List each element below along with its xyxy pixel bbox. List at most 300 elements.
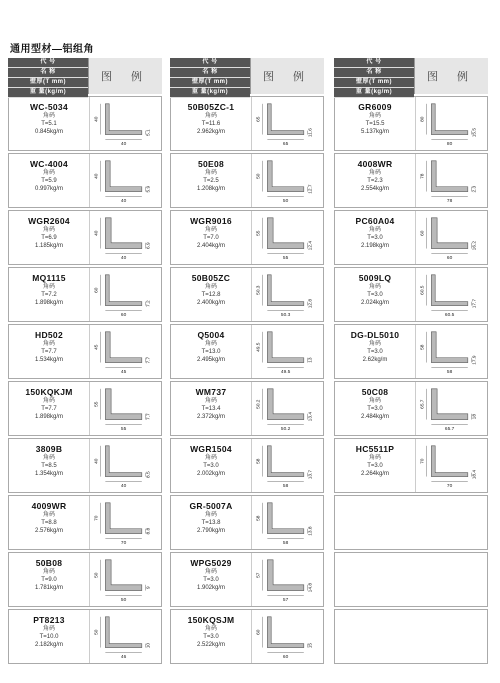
- corner-profile-svg: [416, 154, 487, 207]
- product-thickness: T=3.0: [367, 235, 383, 241]
- product-code: WGR2604: [28, 216, 70, 226]
- empty-cell: [334, 552, 488, 607]
- product-code: WC-4004: [29, 159, 68, 169]
- product-code: WPG5029: [190, 558, 232, 568]
- profile-drawing: [89, 97, 161, 150]
- product-thickness: T=6.9: [41, 235, 57, 241]
- dimension-width: 55: [120, 427, 127, 433]
- profile-drawing: [251, 154, 323, 207]
- product-name: 角码: [42, 569, 55, 575]
- dimension-height: 50: [94, 629, 100, 635]
- product-weight: 2.962kg/m: [196, 129, 226, 135]
- product-name: 角码: [368, 398, 381, 404]
- profile-shape: [267, 617, 303, 648]
- dimension-width: 50: [120, 598, 127, 604]
- dimension-width: 50.3: [280, 313, 291, 319]
- dimension-width: 40: [120, 256, 127, 262]
- corner-profile-svg: [416, 439, 487, 492]
- header-weight: 重 量(kg/m): [170, 88, 250, 98]
- dimension-height: 40: [94, 230, 100, 236]
- product-name: 角码: [204, 569, 217, 575]
- profile-shape: [267, 104, 303, 135]
- dimension-thickness: 17.7: [472, 298, 478, 309]
- dimension-height: 55: [94, 401, 100, 407]
- profile-shape: [105, 275, 141, 306]
- dimension-thickness: 8.8: [146, 527, 152, 535]
- profile-shape: [105, 104, 141, 135]
- dimension-thickness: 12.7: [308, 184, 314, 194]
- dimension-height: 58: [256, 458, 262, 464]
- product-code: 4008WR: [357, 159, 393, 169]
- product-name: 角码: [204, 227, 217, 233]
- product-name: 角码: [204, 455, 217, 461]
- product-weight: 2.522kg/m: [196, 642, 226, 648]
- product-cell: [170, 267, 324, 322]
- product-weight: 2.495kg/m: [196, 357, 226, 363]
- product-weight: 2.024kg/m: [360, 300, 390, 306]
- header-code: 代 号: [8, 58, 88, 68]
- product-cell: [334, 267, 488, 322]
- product-weight: 2.264kg/m: [360, 471, 390, 477]
- product-weight: 1.902kg/m: [196, 585, 226, 591]
- corner-profile-svg: [252, 496, 323, 549]
- product-name: 角码: [204, 284, 217, 290]
- product-code: WM737: [195, 387, 227, 397]
- profile-shape: [105, 161, 141, 192]
- product-weight: 2.372kg/m: [196, 414, 226, 420]
- dimension-width: 57: [282, 598, 289, 604]
- profile-drawing: [89, 154, 161, 207]
- corner-profile-svg: [252, 439, 323, 492]
- product-cell: [334, 153, 488, 208]
- profile-drawing: [415, 154, 487, 207]
- product-name: 角码: [42, 512, 55, 518]
- product-weight: 2.400kg/m: [196, 300, 226, 306]
- corner-profile-svg: [416, 382, 487, 435]
- product-thickness: T=3.0: [203, 634, 219, 640]
- corner-profile-svg: [90, 211, 161, 264]
- product-weight: 0.997kg/m: [34, 186, 64, 192]
- profile-shape: [105, 218, 141, 249]
- profile-shape: [431, 161, 467, 192]
- profile-drawing: [415, 211, 487, 264]
- product-thickness: T=3.0: [367, 349, 383, 355]
- corner-profile-svg: [416, 97, 487, 150]
- product-thickness: T=7.7: [41, 349, 57, 355]
- profile-shape: [267, 503, 303, 534]
- product-weight: 1.208kg/m: [196, 186, 226, 192]
- dimension-height: 60: [94, 287, 100, 293]
- product-name: 角码: [42, 341, 55, 347]
- product-code: GR-5007A: [189, 501, 233, 511]
- dimension-width: 60: [120, 313, 127, 319]
- dimension-thickness: 12.4: [308, 240, 314, 251]
- dimension-thickness: 7.7: [146, 356, 152, 364]
- corner-profile-svg: [90, 154, 161, 207]
- profile-drawing: [251, 610, 323, 663]
- dimension-height: 40: [94, 458, 100, 464]
- profile-shape: [105, 617, 141, 648]
- product-thickness: T=9.0: [41, 577, 57, 583]
- dimension-width: 70: [120, 541, 127, 547]
- dimension-width: 58: [282, 541, 289, 547]
- profile-shape: [105, 332, 141, 363]
- header-code: 代 号: [334, 58, 414, 68]
- dimension-height: 78: [420, 173, 426, 179]
- product-weight: 0.845kg/m: [34, 129, 64, 135]
- product-cell: [170, 324, 324, 379]
- product-code: 4009WR: [31, 501, 67, 511]
- dimension-thickness: 17.9: [472, 355, 478, 365]
- dimension-height: 45: [94, 344, 100, 350]
- dimension-height: 60: [256, 629, 262, 635]
- product-thickness: T=3.0: [367, 292, 383, 298]
- product-thickness: T=7.7: [41, 406, 57, 412]
- profile-drawing: [89, 610, 161, 663]
- profile-drawing: [251, 553, 323, 606]
- product-name: 角码: [42, 398, 55, 404]
- dimension-thickness: 15: [308, 642, 314, 649]
- dimension-thickness: 11.6: [308, 128, 314, 138]
- product-name: 角码: [368, 227, 381, 233]
- dimension-thickness: 18.4: [472, 469, 478, 480]
- corner-profile-svg: [252, 211, 323, 264]
- profile-drawing: [251, 382, 323, 435]
- product-weight: 2.198kg/m: [360, 243, 390, 249]
- profile-shape: [105, 503, 141, 534]
- product-name: 角码: [42, 227, 55, 233]
- product-weight: 2.404kg/m: [196, 243, 226, 249]
- dimension-thickness: 12.8: [308, 298, 314, 309]
- product-cell: [8, 324, 162, 379]
- profile-shape: [267, 446, 303, 477]
- profile-drawing: [89, 382, 161, 435]
- dimension-height: 80: [420, 116, 426, 122]
- product-code: 50B08: [35, 558, 63, 568]
- product-code: 50B05ZC: [191, 273, 231, 283]
- product-thickness: T=3.0: [367, 406, 383, 412]
- corner-profile-svg: [90, 496, 161, 549]
- product-cell: [8, 495, 162, 550]
- profile-shape: [431, 218, 467, 249]
- header-thickness: 壁厚(T mm): [334, 78, 414, 88]
- product-name: 角码: [42, 284, 55, 290]
- product-name: 角码: [204, 626, 217, 632]
- profile-drawing: [89, 553, 161, 606]
- dimension-width: 55: [282, 256, 289, 262]
- product-cell: [334, 96, 488, 151]
- product-name: 角码: [368, 170, 381, 176]
- profile-shape: [267, 161, 303, 192]
- product-cell: [334, 324, 488, 379]
- dimension-thickness: 7.2: [146, 300, 152, 307]
- product-code: 50C08: [361, 387, 389, 397]
- product-cell: [8, 438, 162, 493]
- product-name: 角码: [42, 113, 55, 119]
- dimension-height: 49.5: [256, 342, 262, 352]
- product-thickness: T=12.8: [201, 292, 221, 298]
- profile-drawing: [415, 439, 487, 492]
- product-weight: 2.484kg/m: [360, 414, 390, 420]
- product-thickness: T=2.3: [367, 178, 383, 184]
- dimension-thickness: 10: [146, 642, 152, 649]
- dimension-height: 58: [420, 344, 426, 350]
- corner-profile-svg: [252, 553, 323, 606]
- dimension-height: 55: [256, 230, 262, 236]
- product-thickness: T=8.5: [41, 463, 57, 469]
- header-thickness: 壁厚(T mm): [8, 78, 88, 88]
- product-code: HC5511P: [355, 444, 395, 454]
- product-thickness: T=3.0: [203, 463, 219, 469]
- dimension-thickness: 14.8: [308, 582, 314, 593]
- product-cell: [170, 552, 324, 607]
- header-thickness: 壁厚(T mm): [170, 78, 250, 88]
- dimension-width: 60: [282, 655, 289, 661]
- profile-drawing: [251, 325, 323, 378]
- product-weight: 2.002kg/m: [196, 471, 226, 477]
- product-thickness: T=5.1: [41, 121, 57, 127]
- profile-drawing: [415, 382, 487, 435]
- catalog-column: [334, 58, 488, 664]
- dimension-height: 70: [94, 515, 100, 521]
- product-code: Q5004: [197, 330, 225, 340]
- dimension-height: 40: [94, 116, 100, 122]
- product-code: HD502: [35, 330, 63, 340]
- product-name: 角码: [204, 398, 217, 404]
- product-code: PT8213: [33, 615, 65, 625]
- product-cell: [170, 438, 324, 493]
- profile-drawing: [251, 211, 323, 264]
- product-weight: 1.781kg/m: [34, 585, 64, 591]
- dimension-width: 40: [120, 142, 127, 148]
- corner-profile-svg: [90, 439, 161, 492]
- catalog-column: [8, 58, 162, 664]
- corner-profile-svg: [90, 268, 161, 321]
- dimension-height: 70: [420, 458, 426, 464]
- profile-shape: [431, 389, 467, 420]
- corner-profile-svg: [252, 97, 323, 150]
- dimension-width: 40: [120, 484, 127, 490]
- profile-shape: [267, 560, 303, 591]
- corner-profile-svg: [90, 382, 161, 435]
- product-cell: [8, 96, 162, 151]
- header-weight: 重 量(kg/m): [334, 88, 414, 98]
- product-name: 角码: [204, 512, 217, 518]
- product-thickness: T=11.6: [201, 121, 221, 127]
- dimension-width: 60.5: [444, 313, 455, 319]
- dimension-thickness: 15.5: [472, 127, 478, 138]
- product-code: WGR1504: [190, 444, 232, 454]
- empty-cell: [334, 495, 488, 550]
- product-cell: [334, 381, 488, 436]
- product-cell: [170, 96, 324, 151]
- corner-profile-svg: [90, 553, 161, 606]
- product-code: 3809B: [35, 444, 63, 454]
- product-name: 角码: [42, 170, 55, 176]
- product-code: DG-DL5010: [350, 330, 400, 340]
- profile-shape: [267, 389, 303, 420]
- profile-shape: [105, 560, 141, 591]
- product-code: 50B05ZC-1: [187, 102, 235, 112]
- profile-drawing: [415, 97, 487, 150]
- product-cell: [8, 552, 162, 607]
- product-name: 角码: [368, 284, 381, 290]
- product-code: WGR9016: [190, 216, 232, 226]
- product-thickness: T=13.8: [201, 520, 221, 526]
- profile-shape: [431, 332, 467, 363]
- header-figure: 图 例: [250, 58, 324, 94]
- dimension-thickness: 5.1: [146, 129, 152, 136]
- dimension-thickness: 7.7: [146, 413, 152, 420]
- header-figure: 图 例: [414, 58, 488, 94]
- dimension-width: 65.7: [444, 427, 455, 433]
- dimension-width: 40: [120, 199, 127, 205]
- column-header: [8, 58, 162, 94]
- product-thickness: T=2.5: [203, 178, 219, 184]
- dimension-thickness: 2.3: [472, 185, 478, 193]
- dimension-thickness: 9: [146, 586, 152, 589]
- profile-shape: [431, 104, 467, 135]
- product-thickness: T=10.0: [39, 634, 59, 640]
- header-figure: 图 例: [88, 58, 162, 94]
- product-cell: [170, 495, 324, 550]
- profile-drawing: [89, 211, 161, 264]
- dimension-width: 80: [446, 142, 453, 148]
- product-name: 角码: [368, 455, 381, 461]
- corner-profile-svg: [252, 610, 323, 663]
- dimension-height: 65: [256, 116, 262, 122]
- product-cell: [170, 210, 324, 265]
- profile-drawing: [89, 268, 161, 321]
- profile-drawing: [251, 496, 323, 549]
- product-code: PC60A04: [355, 216, 395, 226]
- column-header: [334, 58, 488, 94]
- corner-profile-svg: [252, 268, 323, 321]
- product-code: GR6009: [358, 102, 392, 112]
- profile-shape: [267, 275, 303, 306]
- profile-drawing: [89, 496, 161, 549]
- profile-shape: [105, 446, 141, 477]
- product-weight: 2.182kg/m: [34, 642, 64, 648]
- product-thickness: T=5.9: [41, 178, 57, 184]
- header-name: 名 称: [8, 68, 88, 78]
- product-name: 角码: [368, 341, 381, 347]
- dimension-width: 78: [446, 199, 453, 205]
- dimension-thickness: 8.5: [146, 471, 152, 478]
- product-thickness: T=3.0: [203, 577, 219, 583]
- dimension-height: 50: [94, 572, 100, 578]
- product-weight: 1.898kg/m: [34, 414, 64, 420]
- header-name: 名 称: [334, 68, 414, 78]
- product-weight: 2.554kg/m: [360, 186, 390, 192]
- profile-drawing: [415, 268, 487, 321]
- dimension-height: 40: [94, 173, 100, 179]
- product-thickness: T=3.0: [367, 463, 383, 469]
- profile-shape: [267, 332, 303, 363]
- product-cell: [170, 153, 324, 208]
- dimension-thickness: 13.4: [308, 411, 314, 422]
- dimension-thickness: 13.8: [308, 526, 314, 536]
- product-cell: [8, 267, 162, 322]
- product-name: 角码: [42, 626, 55, 632]
- corner-profile-svg: [90, 325, 161, 378]
- dimension-height: 60: [420, 230, 426, 236]
- product-code: WC-5034: [29, 102, 68, 112]
- dimension-thickness: 16.2: [472, 240, 478, 251]
- dimension-height: 50.3: [256, 285, 262, 295]
- product-cell: [334, 438, 488, 493]
- dimension-height: 60.5: [420, 285, 426, 295]
- product-weight: 1.898kg/m: [34, 300, 64, 306]
- product-weight: 1.534kg/m: [34, 357, 64, 363]
- profile-drawing: [89, 325, 161, 378]
- profile-drawing: [251, 268, 323, 321]
- product-name: 角码: [368, 113, 381, 119]
- product-thickness: T=7.0: [203, 235, 219, 241]
- corner-profile-svg: [416, 325, 487, 378]
- dimension-thickness: 18: [472, 413, 478, 420]
- page-title: 通用型材—铝组角: [10, 44, 94, 55]
- profile-drawing: [89, 439, 161, 492]
- dimension-width: 60: [446, 256, 453, 262]
- product-thickness: T=13.4: [201, 406, 221, 412]
- product-cell: [334, 210, 488, 265]
- dimension-width: 50: [282, 199, 289, 205]
- dimension-height: 57: [256, 572, 262, 578]
- dimension-width: 58: [446, 370, 453, 376]
- header-code: 代 号: [170, 58, 250, 68]
- product-cell: [8, 381, 162, 436]
- corner-profile-svg: [90, 610, 161, 663]
- dimension-width: 50.2: [280, 427, 291, 433]
- product-code: 150KQSJM: [187, 615, 235, 625]
- profile-shape: [431, 446, 467, 477]
- dimension-height: 50.2: [256, 399, 262, 409]
- dimension-width: 70: [446, 484, 453, 490]
- profile-drawing: [415, 325, 487, 378]
- corner-profile-svg: [416, 211, 487, 264]
- corner-profile-svg: [252, 325, 323, 378]
- profile-shape: [267, 218, 303, 249]
- dimension-height: 65.7: [420, 399, 426, 409]
- dimension-width: 65: [282, 142, 289, 148]
- dimension-thickness: 6.9: [146, 242, 152, 249]
- dimension-height: 50: [256, 173, 262, 179]
- product-cell: [8, 210, 162, 265]
- profile-drawing: [251, 439, 323, 492]
- dimension-height: 58: [256, 515, 262, 521]
- column-header: [170, 58, 324, 94]
- profile-shape: [431, 275, 467, 306]
- product-weight: 1.354kg/m: [34, 471, 64, 477]
- product-thickness: T=13.0: [201, 349, 221, 355]
- product-code: 5009LQ: [358, 273, 392, 283]
- product-cell: [170, 381, 324, 436]
- product-name: 角码: [204, 170, 217, 176]
- profile-drawing: [251, 97, 323, 150]
- product-thickness: T=8.8: [41, 520, 57, 526]
- header-weight: 重 量(kg/m): [8, 88, 88, 98]
- catalog-column: [170, 58, 324, 664]
- corner-profile-svg: [416, 268, 487, 321]
- product-weight: 2.576kg/m: [34, 528, 64, 534]
- product-cell: [8, 153, 162, 208]
- dimension-width: 45: [120, 370, 127, 376]
- product-weight: 1.185kg/m: [34, 243, 64, 249]
- corner-profile-svg: [252, 382, 323, 435]
- dimension-width: 46: [120, 655, 127, 661]
- product-thickness: T=7.2: [41, 292, 57, 298]
